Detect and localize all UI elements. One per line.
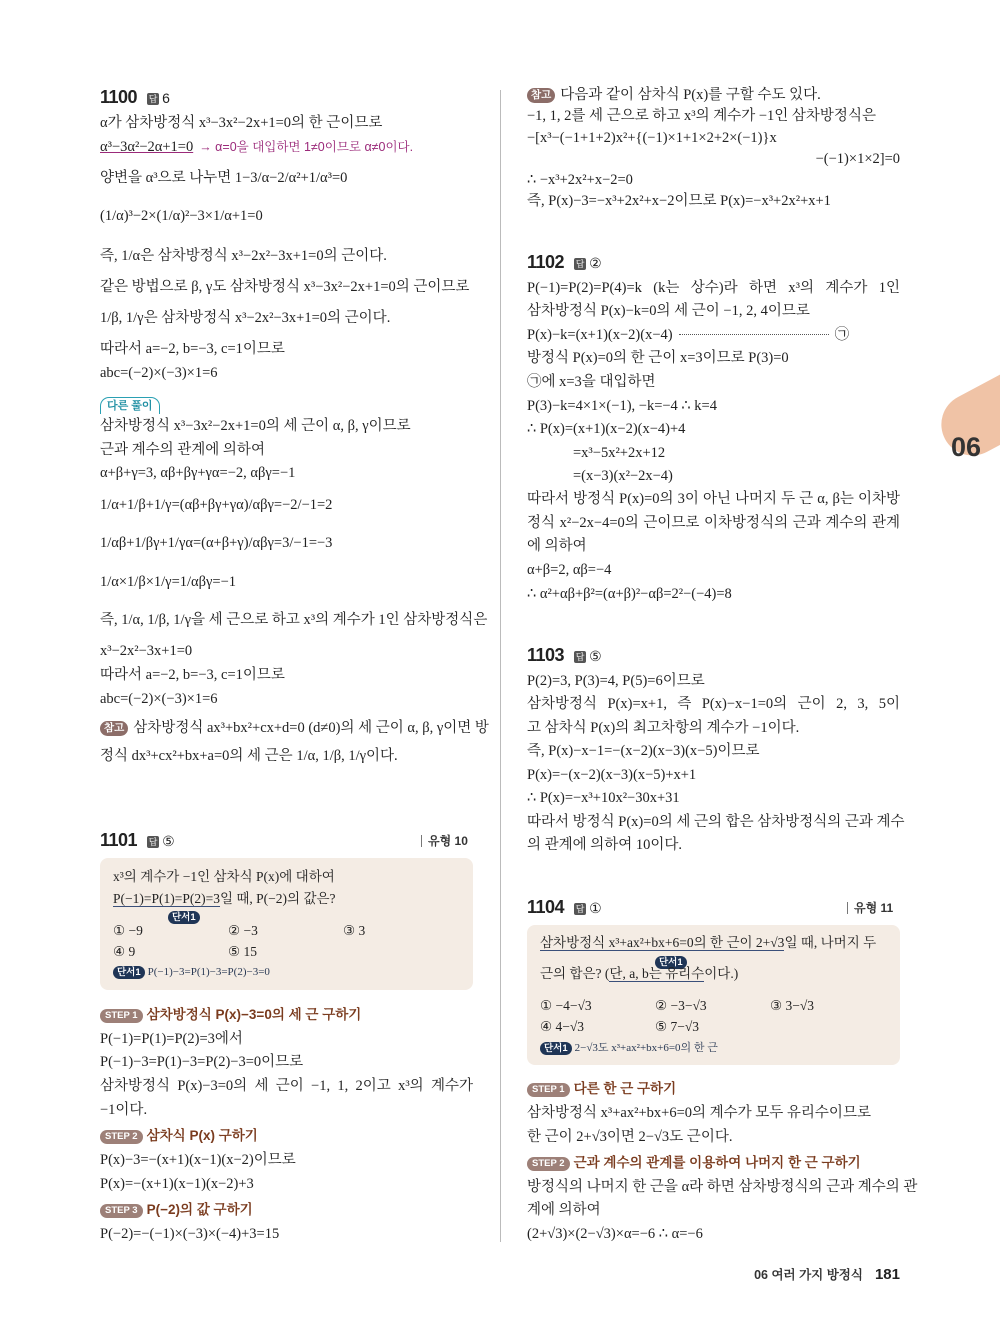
hint-text: 2−√3도 x³+ax²+bx+6=0의 한 근: [574, 1042, 718, 1054]
problem-header-1104: [527, 895, 602, 919]
line-text: −1이다.: [100, 1102, 148, 1118]
hint-label: 단서1: [113, 966, 145, 979]
reference-badge: 참고: [527, 88, 555, 103]
page-number: 181: [874, 1266, 900, 1283]
line-text: 1/α×1/β×1/γ=1/αβγ=−1: [100, 574, 237, 590]
alternate-solution-badge: 다른 풀이: [100, 397, 160, 414]
step-badge: STEP 3: [100, 1204, 143, 1218]
solution-line: [527, 189, 900, 213]
choice-2[interactable]: ② −3: [228, 923, 258, 938]
question-text: 이다.): [704, 966, 739, 981]
answer-icon: 답: [148, 94, 158, 104]
solution-line: [100, 716, 489, 740]
solution-line: [100, 1027, 473, 1051]
step-title: 삼차방정식 P(x)−3=0의 세 근 구하기: [146, 1007, 362, 1022]
line-text: −[x³−(−1+1+2)x²+{(−1)×1+1×2+2×(−1)}x: [527, 130, 777, 146]
line-text: 즉, 1/α, 1/β, 1/γ을 세 근으로 하고 x³의 계수가 1인 삼차방정식은: [100, 612, 488, 628]
choice-1[interactable]: ① −4−√3: [540, 998, 592, 1013]
dotted-leader: [679, 334, 829, 335]
solution-line: [527, 739, 900, 763]
chapter-tab-number: 06: [951, 432, 982, 462]
solution-line: [527, 558, 900, 582]
line-text: 삼차방정식 ax³+bx²+cx+d=0 (d≠0)의 세 근이 α, β, γ이면 방: [133, 720, 489, 736]
solution-line: [100, 1050, 473, 1074]
line-text: 즉, P(x)−x−1=−(x−2)(x−3)(x−5)이므로: [527, 743, 760, 759]
question-text: 일 때, P(−2)의 값은?: [219, 891, 336, 906]
solution-line: [100, 531, 473, 555]
question-line: [540, 964, 738, 984]
step-title: 근과 계수의 관계를 이용하여 나머지 한 근 구하기: [573, 1155, 861, 1170]
line-text: α가 삼차방정식 x³−3x²−2x+1=0의 한 근이므로: [100, 115, 383, 131]
solution-line: [100, 744, 473, 768]
choice-4[interactable]: ④ 4−√3: [540, 1019, 585, 1034]
line-text: 고 삼차식 P(x)의 최고차항의 계수가 −1이다.: [527, 720, 800, 736]
choice-2[interactable]: ② −3−√3: [655, 998, 707, 1013]
line-text: α+β+γ=3, αβ+βγ+γα=−2, αβγ=−1: [100, 465, 296, 481]
step-badge: STEP 2: [100, 1130, 143, 1144]
problem-number: 1101: [100, 830, 138, 850]
solution-line: [527, 810, 905, 834]
solution-line: [527, 716, 900, 740]
solution-line: [100, 1098, 473, 1122]
problem-number: 1100: [100, 87, 138, 107]
line-text: P(−1)=P(2)=P(4)=k (k는 상수)라 하면 x³의 계수가 1인: [527, 280, 900, 296]
answer: ⑤: [162, 833, 175, 849]
problem-number: 1103: [527, 645, 565, 665]
line-text: P(−1)=P(1)=P(2)=3에서: [100, 1031, 243, 1047]
choice-5[interactable]: ⑤ 7−√3: [655, 1019, 700, 1034]
answer-icon: 답: [575, 259, 585, 269]
solution-line: [100, 166, 473, 190]
solution-line: [100, 337, 473, 361]
solution-line: [527, 487, 900, 511]
solution-line: [100, 306, 473, 330]
answer: ⑤: [589, 648, 602, 664]
line-text: 따라서 방정식 P(x)=0의 세 근의 합은 삼차방정식의 근과 계수: [527, 814, 905, 830]
problem-number: 1104: [527, 897, 565, 917]
hint-line: [540, 1037, 718, 1058]
line-text: P(2)=3, P(3)=4, P(5)=6이므로: [527, 673, 705, 689]
question-line: [540, 933, 876, 953]
category-label: 유형 10: [421, 835, 468, 847]
line-text: ∴ P(x)=(x+1)(x−2)(x−4)+4: [527, 421, 686, 437]
step-heading: [100, 1198, 473, 1222]
solution-line: [527, 833, 900, 857]
line-text: 따라서 a=−2, b=−3, c=1이므로: [100, 667, 285, 683]
hint-text: P(−1)−3=P(1)−3=P(2)−3=0: [147, 966, 270, 978]
chapter-title: 06 여러 가지 방정식: [754, 1268, 863, 1282]
line-text: 삼차방정식 P(x)=x+1, 즉 P(x)−x−1=0의 근이 2, 3, 5이: [527, 696, 900, 712]
hint-label: 단서1: [540, 1042, 572, 1055]
solution-line: [527, 299, 900, 323]
step-badge: STEP 1: [100, 1009, 143, 1023]
line-text: α³−3α²−2α+1=0: [100, 139, 194, 155]
line-text: 삼차방정식 x³+ax²+bx+6=0의 계수가 모두 유리수이므로: [527, 1105, 871, 1121]
step-badge: STEP 1: [527, 1083, 570, 1097]
solution-line: [100, 1172, 473, 1196]
line-text: 즉, P(x)−3=−x³+2x²+x−2이므로 P(x)=−x³+2x²+x+1: [527, 193, 831, 209]
solution-line: [100, 608, 488, 632]
line-text: P(−2)=−(−1)×(−3)×(−4)+3=15: [100, 1226, 280, 1242]
solution-line: [527, 104, 900, 128]
line-text: 삼차방정식 x³−3x²−2x+1=0의 세 근이 α, β, γ이므로: [100, 418, 411, 434]
choice-3[interactable]: ③ 3−√3: [770, 998, 815, 1013]
line-text: P(x)−3=−(x+1)(x−1)(x−2)이므로: [100, 1152, 296, 1168]
solution-line: [527, 464, 900, 488]
solution-line: [527, 1222, 900, 1246]
answer-icon: 답: [575, 652, 585, 662]
line-text: x³−2x²−3x+1=0: [100, 643, 193, 659]
solution-line: [100, 1148, 473, 1172]
choice-1[interactable]: ① −9: [113, 923, 143, 938]
line-text: abc=(−2)×(−3)×1=6: [100, 691, 218, 707]
line-text: 정식 dx³+cx²+bx+a=0의 세 근은 1/α, 1/β, 1/γ이다.: [100, 748, 398, 764]
problem-header-1102: [527, 250, 602, 274]
hint-label: 단서1: [168, 911, 200, 924]
line-text: α+β=2, αβ=−4: [527, 562, 612, 578]
annotation-note: → α=0을 대입하면 1≠0이므로 α≠0이다.: [199, 140, 414, 154]
solution-line: [100, 570, 473, 594]
solution-line: [527, 370, 900, 394]
line-text: ∴ P(x)=−x³+10x²−30x+31: [527, 790, 680, 806]
question-text: 일 때, 나머지 두: [784, 935, 877, 950]
step-heading: [527, 1151, 900, 1175]
solution-line: [527, 582, 900, 606]
equation-marker: ㉠: [834, 327, 850, 343]
hint-underline: P(−1)=P(1)=P(2)=3: [113, 891, 220, 906]
solution-line: [527, 346, 900, 370]
solution-line: [527, 1125, 900, 1149]
solution-line: [527, 323, 900, 347]
solution-line: [527, 1101, 900, 1125]
line-text: 한 근이 2+√3이면 2−√3도 근이다.: [527, 1129, 733, 1145]
line-text: P(x)−k=(x+1)(x−2)(x−4): [527, 327, 673, 343]
line-text: =(x−3)(x²−2x−4): [573, 468, 673, 484]
solution-line: [527, 276, 900, 300]
solution-line: [100, 361, 473, 385]
line-text: ∴ α²+αβ+β²=(α+β)²−αβ=2²−(−4)=8: [527, 586, 732, 602]
solution-line: [100, 1222, 473, 1246]
answer-icon: 답: [148, 837, 158, 847]
line-text: 삼차방정식 P(x)−3=0의 세 근이 −1, 1, 2이고 x³의 계수가: [100, 1078, 473, 1094]
line-text: −(−1)×1×2]=0: [815, 151, 900, 167]
line-text: 방정식의 나머지 한 근을 α라 하면 삼차방정식의 근과 계수의 관: [527, 1179, 918, 1195]
problem-number: 1102: [527, 252, 565, 272]
problem-box-1104: [527, 925, 900, 1065]
solution-line: [100, 204, 473, 228]
solution-line: [527, 786, 900, 810]
solution-line: [527, 534, 900, 558]
line-text: ㉠에 x=3을 대입하면: [527, 374, 656, 390]
line-text: P(x)=−(x−2)(x−3)(x−5)+x+1: [527, 767, 697, 783]
choice-3[interactable]: ③ 3: [343, 923, 366, 938]
choice-5[interactable]: ⑤ 15: [228, 944, 257, 959]
solution-line: [527, 692, 900, 716]
line-text: 에 의하여: [527, 538, 587, 554]
line-text: 즉, 1/α은 삼차방정식 x³−2x²−3x+1=0의 근이다.: [100, 248, 387, 264]
solution-line: [527, 441, 900, 465]
choice-4[interactable]: ④ 9: [113, 944, 136, 959]
line-text: 계에 의하여: [527, 1202, 601, 1218]
step-heading: [527, 1077, 900, 1101]
question-line: x³의 계수가 −1인 삼차식 P(x)에 대하여: [113, 869, 335, 884]
solution-line: [100, 244, 473, 268]
step-badge: STEP 2: [527, 1157, 570, 1171]
line-text: 의 관계에 의하여 10이다.: [527, 837, 683, 853]
line-text: 같은 방법으로 β, γ도 삼차방정식 x³−3x²−2x+1=0의 근이므로: [100, 279, 470, 295]
line-text: P(3)−k=4×1×(−1), −k=−4 ∴ k=4: [527, 398, 717, 414]
problem-header-1103: [527, 643, 602, 667]
problem-header-1101: [100, 828, 175, 852]
solution-line: [100, 461, 473, 485]
solution-line: [100, 687, 473, 711]
answer: ②: [589, 255, 602, 271]
line-text: 따라서 방정식 P(x)=0의 3이 아닌 나머지 두 근 α, β는 이차방: [527, 491, 900, 507]
line-text: ∴ −x³+2x²+x−2=0: [527, 172, 633, 188]
page-footer: [754, 1265, 900, 1284]
question-text: 근의 합은? (: [540, 966, 610, 981]
step-title: 삼차식 P(x) 구하기: [146, 1128, 258, 1143]
line-text: P(x)=−(x+1)(x−1)(x−2)+3: [100, 1176, 254, 1192]
question-line: [113, 889, 336, 909]
line-text: 1/αβ+1/βγ+1/γα=(α+β+γ)/αβγ=3/−1=−3: [100, 535, 333, 551]
solution-line: [527, 1175, 918, 1199]
problem-header-1100: [100, 85, 170, 109]
solution-line: [527, 394, 900, 418]
line-text: −1, 1, 2를 세 근으로 하고 x³의 계수가 −1인 삼차방정식은: [527, 108, 876, 124]
line-text: 삼차방정식 P(x)−k=0의 세 근이 −1, 2, 4이므로: [527, 303, 810, 319]
step-heading: [100, 1124, 473, 1148]
solution-line: [100, 275, 473, 299]
line-text: 근과 계수의 관계에 의하여: [100, 442, 265, 458]
solution-line: [100, 111, 473, 135]
solution-line: [100, 414, 473, 438]
line-text: 1/α+1/β+1/γ=(αβ+βγ+γα)/αβγ=−2/−1=2: [100, 497, 333, 513]
line-text: P(−1)−3=P(1)−3=P(2)−3=0이므로: [100, 1054, 304, 1070]
solution-line: [100, 438, 473, 462]
line-text: 정식 x²−2x−4=0의 근이므로 이차방정식의 근과 계수의 관계: [527, 515, 900, 531]
answer: 6: [162, 90, 170, 106]
line-text: 방정식 P(x)=0의 한 근이 x=3이므로 P(3)=0: [527, 350, 789, 366]
solution-line: [100, 663, 473, 687]
answer-icon: 답: [575, 904, 585, 914]
solution-line: [527, 1198, 900, 1222]
hint-underline: 단, a, b는 유리수: [609, 966, 705, 981]
answer: ①: [589, 900, 602, 916]
step-title: P(−2)의 값 구하기: [146, 1202, 253, 1217]
line-text: (1/α)³−2×(1/α)²−3×1/α+1=0: [100, 208, 263, 224]
solution-line: [100, 1074, 473, 1098]
line-text: 양변을 α³으로 나누면 1−3/α−2/α²+1/α³=0: [100, 170, 348, 186]
line-text: 다음과 같이 삼차식 P(x)를 구할 수도 있다.: [560, 87, 821, 103]
line-text: abc=(−2)×(−3)×1=6: [100, 365, 218, 381]
solution-line: [100, 493, 473, 517]
step-heading: [100, 1003, 473, 1027]
column-divider: [500, 90, 501, 1242]
solution-line: [527, 669, 900, 693]
reference-badge: 참고: [100, 721, 128, 736]
solution-line: [527, 763, 900, 787]
line-text: (2+√3)×(2−√3)×α=−6 ∴ α=−6: [527, 1226, 703, 1242]
line-text: 1/β, 1/γ은 삼차방정식 x³−2x²−3x+1=0의 근이다.: [100, 310, 391, 326]
hint-underline: 삼차방정식 x³+ax²+bx+6=0의 한 근이 2+√3: [540, 935, 785, 950]
hint-label: 단서1: [655, 956, 687, 969]
solution-line: [100, 135, 473, 159]
problem-box-1101: [100, 858, 473, 990]
hint-line: [113, 961, 270, 982]
line-text: 따라서 a=−2, b=−3, c=1이므로: [100, 341, 285, 357]
category-label: 유형 11: [847, 902, 893, 914]
line-text: =x³−5x²+2x+12: [573, 445, 666, 461]
solution-line: [100, 639, 473, 663]
solution-line: [527, 511, 900, 535]
step-title: 다른 한 근 구하기: [573, 1081, 677, 1096]
solution-line: [527, 417, 900, 441]
hint-badge: [168, 906, 200, 926]
